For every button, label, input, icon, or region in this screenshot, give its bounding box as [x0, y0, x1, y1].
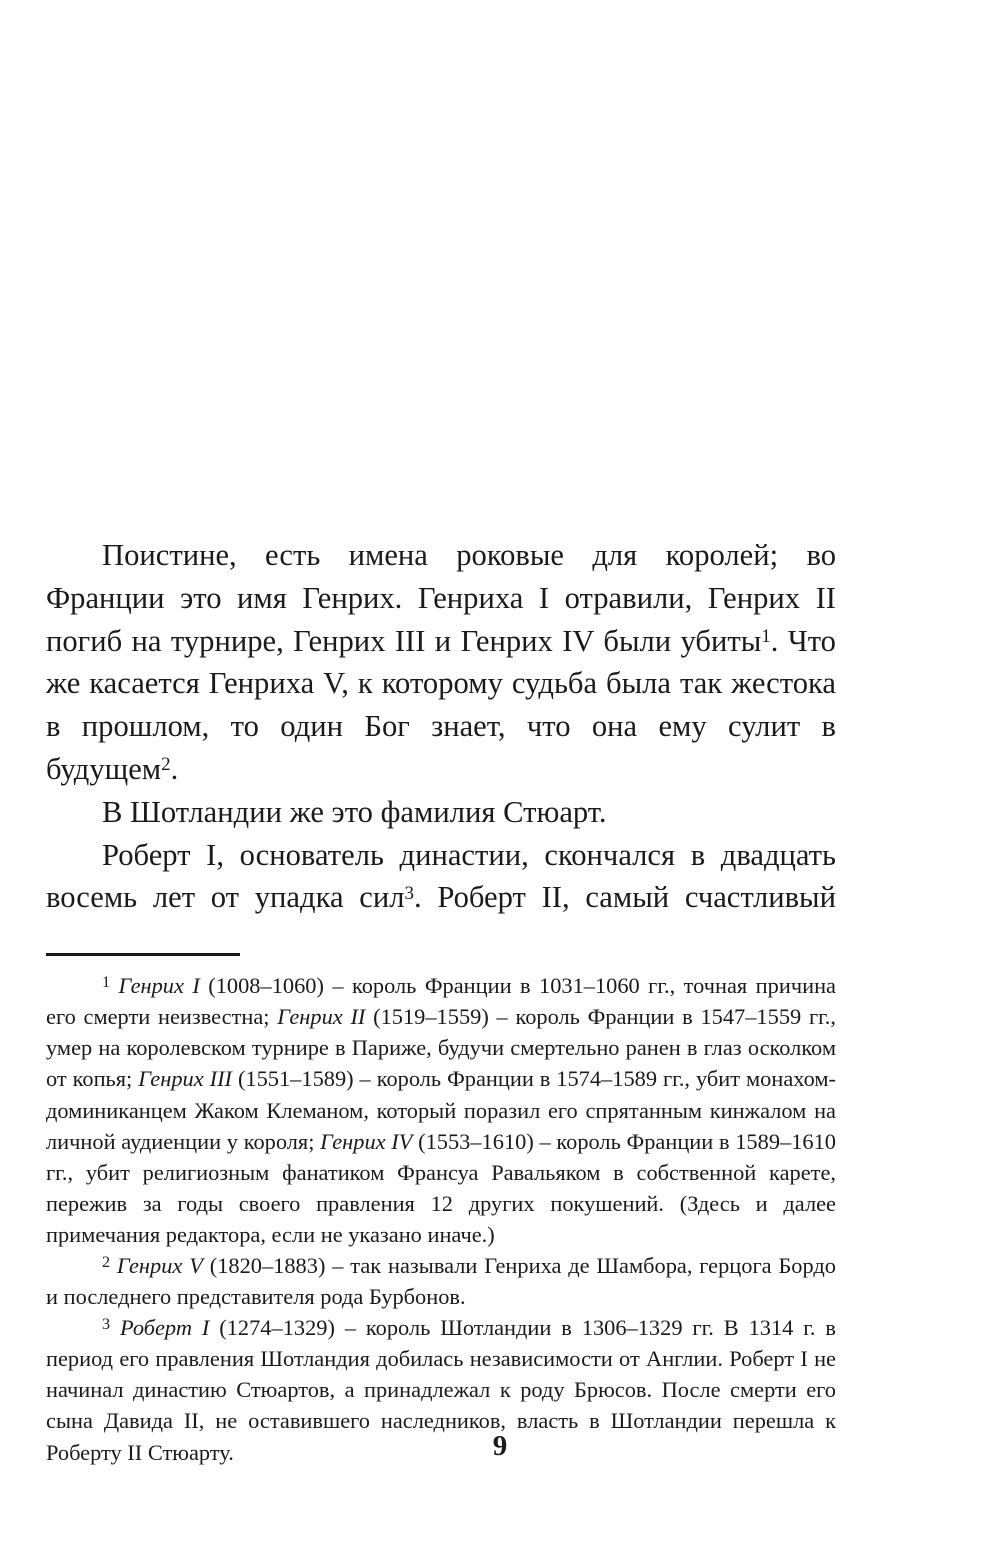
paragraph — [46, 534, 836, 791]
footnote-name: Генрих II — [277, 1004, 366, 1030]
page-number: 9 — [492, 1430, 508, 1462]
footnote-text: (1008–1060) – король Франции в 1031–1060 гг., точная причина его смерти неизвестна; — [46, 973, 836, 1030]
book-page — [46, 534, 836, 1468]
footnote-number: 1 — [102, 973, 111, 991]
footnote-reference: 2 — [161, 754, 171, 776]
footnote-reference: 3 — [404, 882, 414, 904]
footnote-number: 3 — [102, 1315, 111, 1333]
footnote-text: (1519–1559) – король Франции в 1547–1559 гг., умер на королевском турнире в Париже, будучи смертельно ранен в глаз осколком от копья; — [46, 1004, 836, 1092]
footnote-name: Генрих III — [138, 1066, 232, 1092]
paragraph-text: Поистине, есть имена роковые для королей; во Франции это имя Генрих. Генриха I отравили, Генрих II погиб на турнире, Генрих III и Генрих IV были убиты — [46, 538, 836, 658]
footnote-text: (1551–1589) – король Франции в 1574–1589 гг., убит монахом-доминиканцем Жаком Клеманом, который поразил его спрятанным кинжалом на личной аудиенции у короля; — [46, 1066, 836, 1154]
footnote-text: (1553–1610) – король Франции в 1589–1610 гг., убит религиозным фанатиком Франсуа Равальяком в собственной карете, пережив за годы своего правления 12 других покушений. (Здесь и далее примечания редактора, если не указано иначе.) — [46, 1128, 836, 1247]
footnotes — [46, 970, 836, 1468]
footnote-name: Роберт I — [119, 1315, 210, 1341]
footnote-name: Генрих V — [116, 1253, 203, 1279]
paragraph-text: . — [170, 751, 179, 786]
paragraph-text: В Шотландии же это фамилия Стюарт. — [102, 794, 607, 829]
footnote-text: (1274–1329) – король Шотландии в 1306–1329 гг. В 1314 г. в период его правления Шотландия добилась независимости от Англии. Роберт I не начинал династию Стюартов, а принадлежал к роду Брюсов. После смерти его сына Давида II, не оставившего наследников, власть в Шотландии перешла к Роберту II Стюарту. — [46, 1315, 836, 1465]
footnote-name: Генрих IV — [320, 1128, 413, 1154]
paragraph-text: . Что же касается Генриха V, к которому судьба была так жестока в прошлом, то один Бог знает, что она ему сулит в будущем — [46, 623, 836, 786]
main-text — [46, 534, 836, 919]
paragraph-text: . Роберт II, самый счастливый — [413, 880, 836, 915]
footnote-name: Генрих I — [118, 973, 200, 999]
footnote-separator — [46, 953, 240, 956]
footnote-text: (1820–1883) – так называли Генриха де Шамбора, герцога Бордо и последнего представителя рода Бурбонов. — [46, 1253, 836, 1310]
footnote-1 — [46, 970, 836, 1250]
footnote-reference: 1 — [761, 626, 771, 648]
paragraph-text: Роберт I, основатель династии, скончался в двадцать восемь лет от упадка сил — [46, 837, 836, 915]
footnote-2 — [46, 1250, 836, 1312]
paragraph — [46, 791, 836, 834]
paragraph — [46, 834, 836, 920]
footnote-number: 2 — [102, 1253, 111, 1271]
